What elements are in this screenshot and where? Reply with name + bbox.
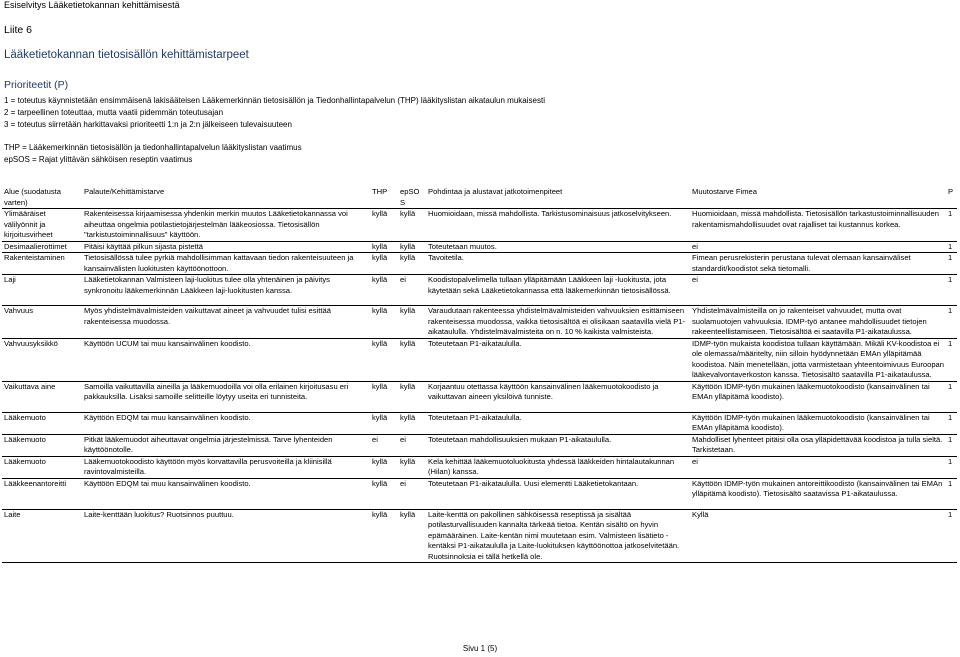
cell-epsos: ei [398,478,426,509]
cell-thp: kyllä [370,253,398,275]
table-row [2,434,957,456]
cell-palaute: Tietosisällössä tulee pyrkiä mahdollisimman kattavaan tiedon rakenteisuuteen ja kansainvälisten luokitusten käyttöönottoon. [82,253,370,275]
cell-thp: kyllä [370,478,398,509]
cell-thp: kyllä [370,275,398,306]
cell-epsos: kyllä [398,209,426,242]
priority-line-3: 3 = toteutus siirretään harkittavaksi prioriteetti 1:n ja 2:n jälkeiseen tulevaisuuteen [4,120,292,129]
cell-pohdintaa: Toteutetaan mahdollisuuksien mukaan P1-aikataululla. [426,434,690,456]
cell-pohdintaa: Tavoitetila. [426,253,690,275]
cell-epsos: kyllä [398,241,426,253]
cell-pohdintaa: Toteutetaan P1-aikataululla. Uusi elementti Lääketietokantaan. [426,478,690,509]
table-row [2,306,957,339]
table-row [2,509,957,563]
cell-pohdintaa: Toteutetaan P1-aikataululla. [426,338,690,381]
cell-alue: Ylimääräiset välilyönnit ja kirjoitusvirheet [2,209,82,242]
cell-epsos: kyllä [398,412,426,434]
cell-epsos: ei [398,434,426,456]
cell-alue: Lääkemuoto [2,456,82,478]
cell-priority: 1 [946,412,957,434]
page-title: Lääketietokannan tietosisällön kehittämistarpeet [4,49,249,61]
cell-palaute: Pitkät lääkemuodot aiheuttavat ongelmia järjestelmissä. Tarve lyhenteiden käyttöönotolle. [82,434,370,456]
cell-muutostarve: Fimean perusrekisterin perustana tulevat olemaan kansainväliset standardit/koodistot sekä tietomalli. [690,253,946,275]
header-epsos: epSOS [398,187,426,209]
cell-muutostarve: Käyttöön IDMP-työn mukainen antoreittikoodisto (kansainvälinen tai EMAn ylläpitämä koodisto). Tietosisältö saatavissa P1-aikataulussa. [690,478,946,509]
cell-priority: 1 [946,434,957,456]
cell-priority: 1 [946,456,957,478]
header-palaute: Palaute/Kehittämistarve [82,187,370,209]
cell-pohdintaa: Laite-kenttä on pakollinen sähköisessä reseptissä ja sisältää potilasturvallisuuden kannalta tärkeää tietoa. Kentän sisältö on hyvin epämääräinen. Laite-kentän nimi muutetaan esim. Valmisteen lisätieto -kentäksi P1-aikataululla ja Laite-luokituksen käyttöönottoa jatkoselvitetään. Ruotsinnoksia ei tällä hetkellä ole. [426,509,690,563]
cell-thp: kyllä [370,412,398,434]
table-header-row [2,187,957,209]
priority-list [4,95,545,131]
cell-epsos: kyllä [398,381,426,412]
cell-thp: kyllä [370,209,398,242]
cell-alue: Laite [2,509,82,563]
cell-alue: Vaikuttava aine [2,381,82,412]
abbreviation-definitions [4,142,302,166]
cell-alue: Lääkemuoto [2,434,82,456]
document-top-title: Esiselvitys Lääketietokannan kehittämisestä [4,0,180,10]
table-row [2,381,957,412]
cell-pohdintaa: Kela kehittää lääkemuotoluokitusta yhdessä lääkkeiden hintalautakunnan (Hilan) kanssa. [426,456,690,478]
cell-palaute: Lääkemuotokoodisto käyttöön myös korvattavilla perusvoiteilla ja kliinisillä ravintovalmisteilla. [82,456,370,478]
cell-muutostarve: Käyttöön IDMP-työn mukainen lääkemuotokoodisto (kansainvälinen tai EMAn ylläpitämä koodisto). [690,412,946,434]
cell-thp: kyllä [370,306,398,339]
cell-epsos: kyllä [398,338,426,381]
cell-pohdintaa: Korjaantuu otettassa käyttöön kansainvälinen lääkemuotokoodisto ja vaikuttavan aineen yksilöivä tunniste. [426,381,690,412]
cell-priority: 1 [946,509,957,563]
cell-thp: ei [370,434,398,456]
definition-epsos: epSOS = Rajat ylittävän sähköisen reseptin vaatimus [4,155,193,164]
header-thp: THP [370,187,398,209]
cell-epsos: kyllä [398,253,426,275]
cell-palaute: Käyttöön UCUM tai muu kansainvälinen koodisto. [82,338,370,381]
cell-muutostarve: Mahdolliset lyhenteet pitäisi olla osa ylläpidettävää koodistoa ja tulla sieltä. Tarkistetaan. [690,434,946,456]
cell-muutostarve: IDMP-työn mukaista koodistoa tullaan käyttämään. Mikäli KV-koodistoa ei ole olemassa/määritelty, niin silloin hyödynnetään EMAn ylläpitämää koodistoa. Näin menetellään, jotta varmistetaan yhteentoimivuus Euroopan lääkevalvontaverkoston kanssa. Tietosisältö saatavilla P1-aikataulussa. [692,338,945,379]
cell-alue: Rakenteistaminen [2,253,82,275]
development-needs-table [2,187,957,563]
cell-priority: 1 [946,275,957,306]
cell-epsos: kyllä [398,456,426,478]
cell-epsos: kyllä [398,509,426,563]
priority-line-2: 2 = tarpeellinen toteuttaa, mutta vaatii pidemmän toteutusajan [4,108,224,117]
table-row [2,338,957,381]
header-pohdintaa: Pohdintaa ja alustavat jatkotoimenpiteet [426,187,690,209]
header-alue: Alue (suodatusta varten) [2,187,82,209]
cell-muutostarve: Kyllä [690,509,946,563]
cell-palaute: Käyttöön EDQM tai muu kansainvälinen koodisto. [82,412,370,434]
cell-palaute: Käyttöön EDQM tai muu kansainvälinen koodisto. [82,478,370,509]
cell-muutostarve: ei [690,241,946,253]
cell-epsos: ei [398,275,426,306]
priority-line-1: 1 = toteutus käynnistetään ensimmäisenä lakisääteisen Lääkemerkinnän tietosisällön ja Tiedonhallintapalvelun (THP) lääkityslistan aikataulun mukaisesti [4,96,545,105]
cell-palaute: Samoilla vaikuttavilla aineilla ja lääkemuodoilla voi olla erilainen kirjoitusasu eri pakkauksilla. Lisäksi samoille selitteille löytyy useita eri tunnisteita. [82,381,370,412]
cell-muutostarve: Käyttöön IDMP-työn mukainen lääkemuotokoodisto (kansainvälinen tai EMAn ylläpitämä koodisto). [690,381,946,412]
cell-alue: Vahvuusyksikkö [2,338,82,381]
table-row [2,412,957,434]
cell-priority: 1 [946,381,957,412]
cell-pohdintaa: Toteutetaan muutos. [426,241,690,253]
table-row [2,209,957,242]
cell-alue: Lääkkeenantoreitti [2,478,82,509]
cell-thp: kyllä [370,509,398,563]
cell-palaute: Laite-kenttään luokitus? Ruotsinnos puuttuu. [82,509,370,563]
cell-thp: kyllä [370,241,398,253]
cell-muutostarve: Huomioidaan, missä mahdollista. Tietosisällön tarkastustoiminnallisuuden rakentamismahdollisuudet ovat rajalliset tai kustannus korkea. [690,209,946,242]
cell-priority: 1 [946,478,957,509]
cell-alue: Vahvuus [2,306,82,339]
header-priority: P [946,187,957,209]
table-row [2,275,957,306]
cell-priority: 1 [946,209,957,242]
cell-alue: Lääkemuoto [2,412,82,434]
cell-palaute: Rakenteisessa kirjaamisessa yhdenkin merkin muutos Lääketietokannassa voi aiheuttaa ongelmia potilastietojärjestelmän lääkeosiossa. Tietosisällön "tarkistustoiminnallisuus" käyttöön. [82,209,370,242]
cell-thp: kyllä [370,456,398,478]
cell-pohdintaa: Toteutetaan P1-aikataululla. [426,412,690,434]
cell-palaute: Myös yhdistelmävalmisteiden vaikuttavat aineet ja vahvuudet tulisi esittää rakenteisessa muodossa. [82,306,370,339]
cell-thp: kyllä [370,338,398,381]
cell-priority: 1 [946,241,957,253]
cell-pohdintaa: Koodistopalvelimella tullaan ylläpitämään Lääkkeen laji -luokitusta, jota käytetään sekä Lääketietokannassa että lääkemerkinnän tietosisällössä. [426,275,690,306]
table-row [2,253,957,275]
cell-muutostarve: ei [690,456,946,478]
cell-muutostarve: ei [690,275,946,306]
definition-thp: THP = Lääkemerkinnän tietosisällön ja tiedonhallintapalvelun lääkityslistan vaatimus [4,143,302,152]
appendix-label: Liite 6 [4,24,33,36]
cell-epsos: kyllä [398,306,426,339]
cell-palaute: Lääketietokannan Valmisteen laji-luokitus tulee olla yhtenäinen ja päivitys synkronoitu lääkemerkinnän Lääkkeen laji-luokitusten kanssa. [82,275,370,306]
header-muutostarve: Muutostarve Fimea [690,187,946,209]
table-row [2,241,957,253]
cell-alue: Desimaalierottimet [2,241,82,253]
cell-priority: 1 [946,253,957,275]
table-row [2,456,957,478]
cell-palaute: Pitäisi käyttää pilkun sijasta pistettä [82,241,370,253]
cell-pohdintaa: Varaudutaan rakenteessa yhdistelmävalmisteiden vahvuuksien esittämiseen rakenteisessa muodossa, vaikka tietosisältöä ei olisikaan saatavilla vielä P1-aikataululla. Yhdistelmävalmisteita on n. 10 % kaikista valmisteista. [426,306,690,339]
cell-priority: 1 [946,338,957,381]
page-number-footer: Sivu 1 (5) [462,644,498,653]
table-row [2,478,957,509]
cell-alue: Laji [2,275,82,306]
cell-muutostarve: Yhdistelmävalmisteilla on jo rakenteiset vahvuudet, mutta ovat suolamuotojen vahvuuksia. IDMP-työ antanee mahdollisuudet tietojen rakeenteellistamiseen. Tietosisältöä ei saatavilla P1-aikataulussa. [690,306,946,339]
cell-priority: 1 [946,306,957,339]
cell-pohdintaa: Huomioidaan, missä mahdollista. Tarkistusominaisuus jatkoselvitykseen. [426,209,690,242]
cell-thp: kyllä [370,381,398,412]
priority-heading: Prioriteetit (P) [4,79,69,91]
